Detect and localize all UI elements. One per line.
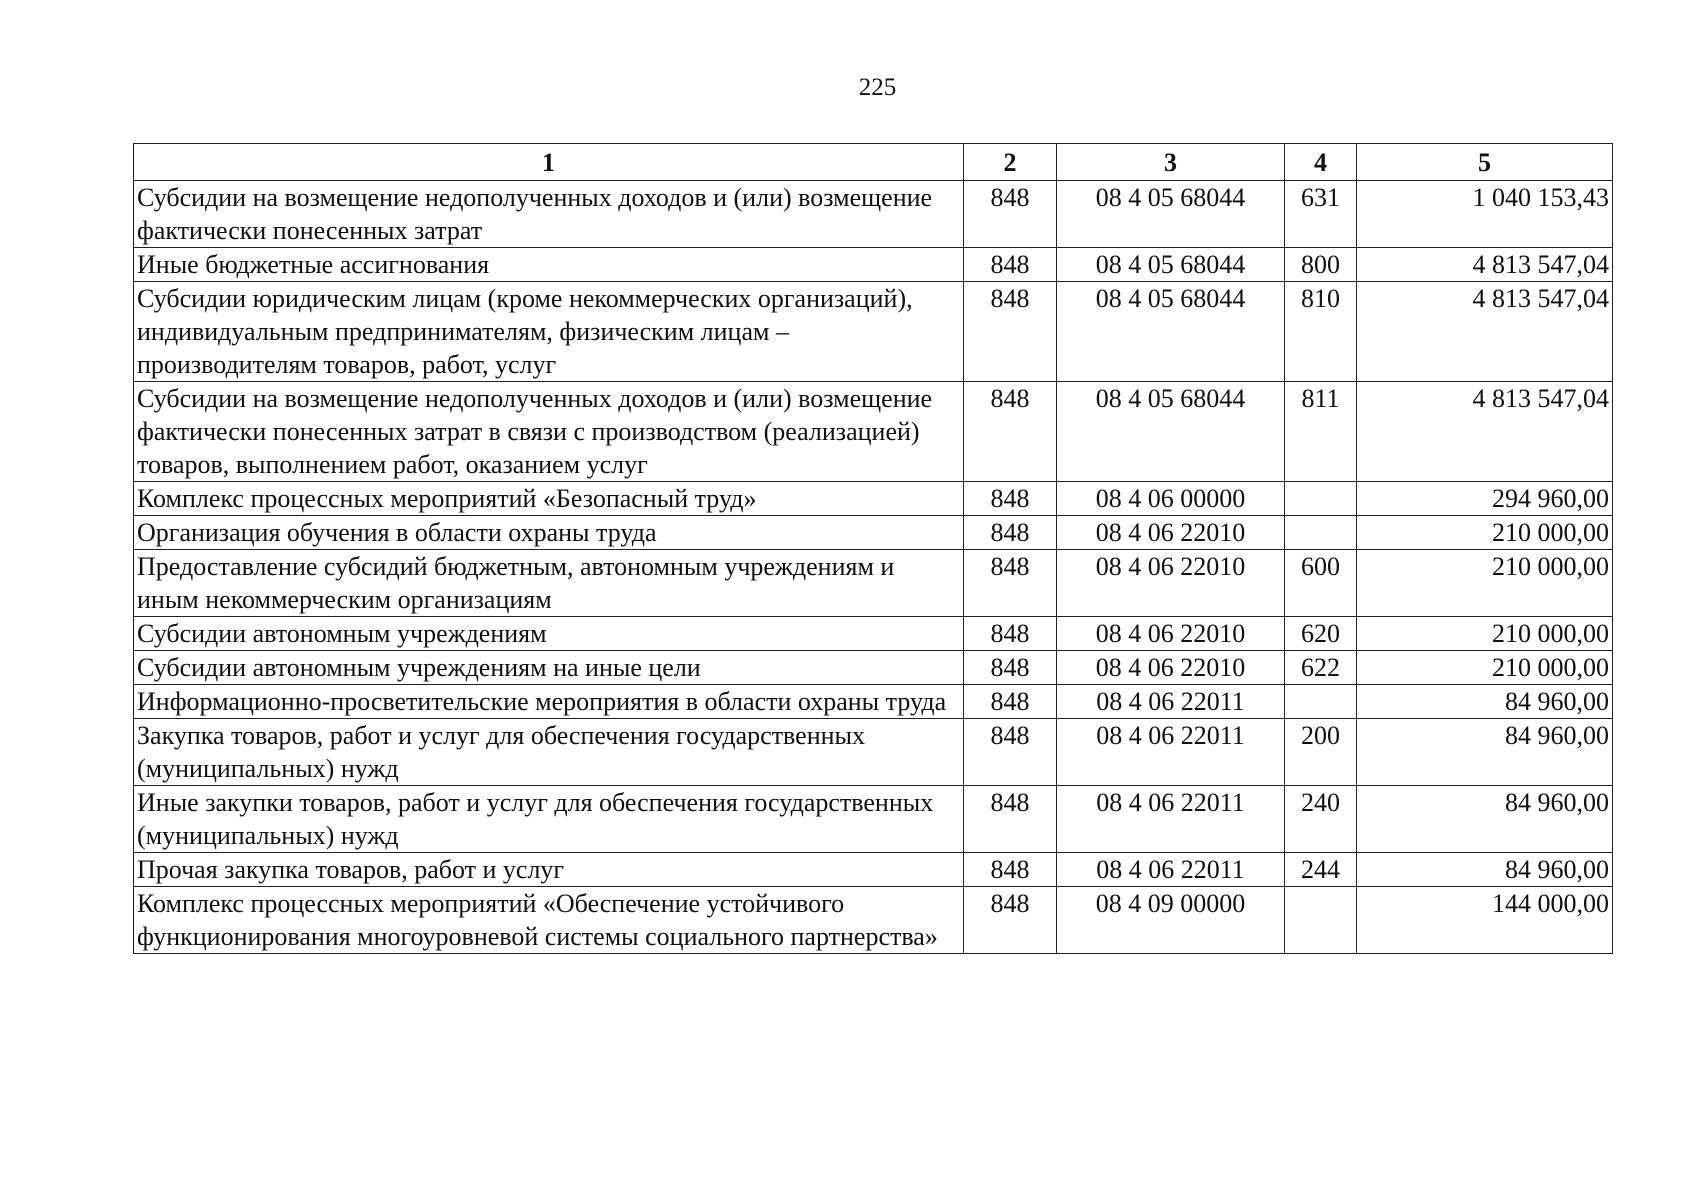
cell-grbs-code: 848 xyxy=(964,382,1057,482)
cell-name: Субсидии юридическим лицам (кроме некоммерческих организаций), индивидуальным предпринимателям, физическим лицам – производителям товаров, работ, услуг xyxy=(134,282,964,382)
cell-grbs-code: 848 xyxy=(964,248,1057,282)
cell-amount: 84 960,00 xyxy=(1357,853,1613,887)
column-header-3: 3 xyxy=(1057,144,1285,181)
cell-grbs-code: 848 xyxy=(964,282,1057,382)
table-row xyxy=(134,853,1613,887)
table-row xyxy=(134,685,1613,719)
cell-name: Субсидии на возмещение недополученных доходов и (или) возмещение фактически понесенных затрат в связи с производством (реализацией) товаров, выполнением работ, оказанием услуг xyxy=(134,382,964,482)
cell-amount: 84 960,00 xyxy=(1357,685,1613,719)
cell-target-article: 08 4 06 00000 xyxy=(1057,482,1285,516)
cell-expense-type: 200 xyxy=(1285,719,1357,786)
cell-amount: 1 040 153,43 xyxy=(1357,181,1613,248)
table-row xyxy=(134,516,1613,550)
cell-expense-type xyxy=(1285,887,1357,954)
cell-name: Иные бюджетные ассигнования xyxy=(134,248,964,282)
table-header xyxy=(134,144,1613,181)
column-header-1: 1 xyxy=(134,144,964,181)
budget-table xyxy=(133,143,1613,954)
cell-grbs-code: 848 xyxy=(964,482,1057,516)
cell-expense-type xyxy=(1285,516,1357,550)
cell-target-article: 08 4 06 22010 xyxy=(1057,550,1285,617)
cell-target-article: 08 4 06 22010 xyxy=(1057,617,1285,651)
cell-grbs-code: 848 xyxy=(964,853,1057,887)
cell-target-article: 08 4 06 22010 xyxy=(1057,651,1285,685)
cell-amount: 4 813 547,04 xyxy=(1357,282,1613,382)
cell-amount: 4 813 547,04 xyxy=(1357,248,1613,282)
table-row xyxy=(134,248,1613,282)
table-body xyxy=(134,181,1613,954)
cell-name: Субсидии автономным учреждениям xyxy=(134,617,964,651)
cell-target-article: 08 4 06 22011 xyxy=(1057,853,1285,887)
table-row xyxy=(134,651,1613,685)
cell-grbs-code: 848 xyxy=(964,617,1057,651)
cell-name: Организация обучения в области охраны труда xyxy=(134,516,964,550)
cell-expense-type: 631 xyxy=(1285,181,1357,248)
cell-grbs-code: 848 xyxy=(964,516,1057,550)
cell-amount: 4 813 547,04 xyxy=(1357,382,1613,482)
cell-target-article: 08 4 09 00000 xyxy=(1057,887,1285,954)
cell-amount: 210 000,00 xyxy=(1357,516,1613,550)
cell-name: Информационно-просветительские мероприятия в области охраны труда xyxy=(134,685,964,719)
header-row xyxy=(134,144,1613,181)
cell-expense-type: 244 xyxy=(1285,853,1357,887)
cell-grbs-code: 848 xyxy=(964,786,1057,853)
cell-target-article: 08 4 06 22010 xyxy=(1057,516,1285,550)
cell-name: Прочая закупка товаров, работ и услуг xyxy=(134,853,964,887)
cell-name: Закупка товаров, работ и услуг для обеспечения государственных (муниципальных) нужд xyxy=(134,719,964,786)
cell-name: Комплекс процессных мероприятий «Безопасный труд» xyxy=(134,482,964,516)
cell-name: Субсидии на возмещение недополученных доходов и (или) возмещение фактически понесенных затрат xyxy=(134,181,964,248)
table-row xyxy=(134,181,1613,248)
cell-expense-type: 620 xyxy=(1285,617,1357,651)
cell-name: Комплекс процессных мероприятий «Обеспечение устойчивого функционирования многоуровневой системы социального партнерства» xyxy=(134,887,964,954)
cell-grbs-code: 848 xyxy=(964,719,1057,786)
table-row xyxy=(134,719,1613,786)
table-row xyxy=(134,887,1613,954)
table-row xyxy=(134,617,1613,651)
table-row xyxy=(134,382,1613,482)
cell-expense-type: 811 xyxy=(1285,382,1357,482)
cell-target-article: 08 4 06 22011 xyxy=(1057,685,1285,719)
table-row xyxy=(134,550,1613,617)
cell-name: Предоставление субсидий бюджетным, автономным учреждениям и иным некоммерческим организациям xyxy=(134,550,964,617)
cell-expense-type: 240 xyxy=(1285,786,1357,853)
cell-name: Иные закупки товаров, работ и услуг для обеспечения государственных (муниципальных) нужд xyxy=(134,786,964,853)
cell-expense-type: 800 xyxy=(1285,248,1357,282)
cell-amount: 84 960,00 xyxy=(1357,719,1613,786)
cell-expense-type xyxy=(1285,685,1357,719)
column-header-2: 2 xyxy=(964,144,1057,181)
column-header-5: 5 xyxy=(1357,144,1613,181)
cell-grbs-code: 848 xyxy=(964,651,1057,685)
cell-expense-type: 622 xyxy=(1285,651,1357,685)
cell-target-article: 08 4 05 68044 xyxy=(1057,282,1285,382)
table-row xyxy=(134,482,1613,516)
cell-amount: 210 000,00 xyxy=(1357,651,1613,685)
cell-amount: 144 000,00 xyxy=(1357,887,1613,954)
cell-amount: 210 000,00 xyxy=(1357,617,1613,651)
cell-expense-type xyxy=(1285,482,1357,516)
cell-target-article: 08 4 05 68044 xyxy=(1057,248,1285,282)
cell-target-article: 08 4 05 68044 xyxy=(1057,382,1285,482)
cell-target-article: 08 4 06 22011 xyxy=(1057,719,1285,786)
cell-grbs-code: 848 xyxy=(964,887,1057,954)
cell-target-article: 08 4 05 68044 xyxy=(1057,181,1285,248)
column-header-4: 4 xyxy=(1285,144,1357,181)
cell-grbs-code: 848 xyxy=(964,685,1057,719)
cell-amount: 84 960,00 xyxy=(1357,786,1613,853)
cell-amount: 210 000,00 xyxy=(1357,550,1613,617)
cell-expense-type: 600 xyxy=(1285,550,1357,617)
cell-expense-type: 810 xyxy=(1285,282,1357,382)
cell-name: Субсидии автономным учреждениям на иные цели xyxy=(134,651,964,685)
table-row xyxy=(134,282,1613,382)
table-row xyxy=(134,786,1613,853)
page-number: 225 xyxy=(858,74,897,101)
cell-amount: 294 960,00 xyxy=(1357,482,1613,516)
cell-grbs-code: 848 xyxy=(964,550,1057,617)
cell-target-article: 08 4 06 22011 xyxy=(1057,786,1285,853)
cell-grbs-code: 848 xyxy=(964,181,1057,248)
